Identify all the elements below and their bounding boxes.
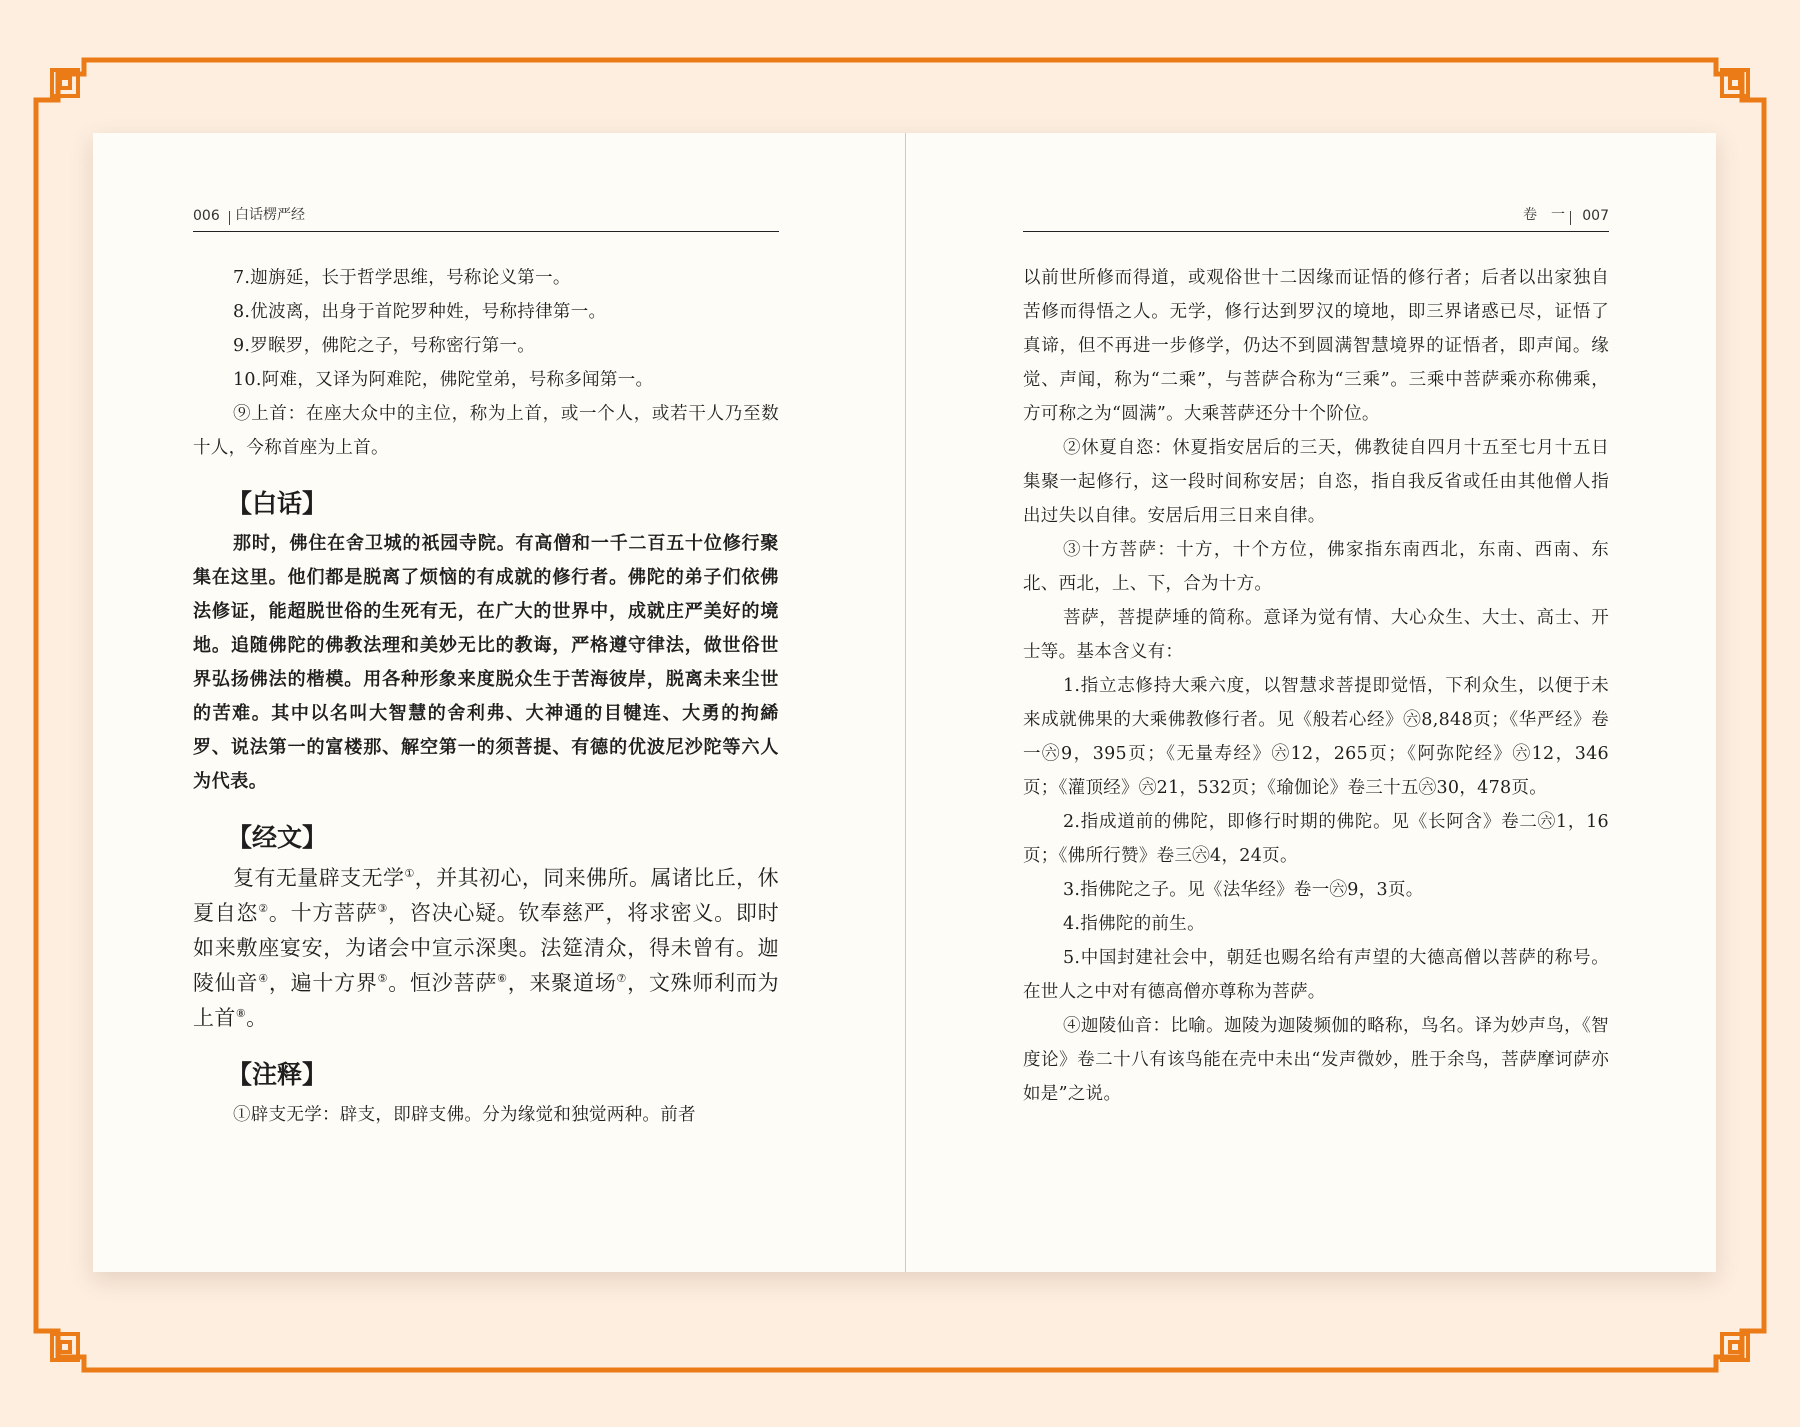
section-heading-notes: 【注释】 [227,1060,328,1089]
section-heading-sutra: 【经文】 [227,823,328,852]
right-page [1023,133,1609,1272]
note-paragraph: 2.指成道前的佛陀，即修行时期的佛陀。见《长阿含》卷二㊅1，16页；《佛所行赞》卷三㊅4，24页。 [1023,812,1609,866]
left-running-title: 白话楞严经 [235,207,305,223]
note-item: 9.罗睺罗，佛陀之子，号称密行第一。 [233,336,536,356]
vernacular-paragraph: 那时，佛住在舍卫城的祇园寺院。有高僧和一千二百五十位修行聚集在这里。他们都是脱离了烦恼的有成就的修行者。佛陀的弟子们依佛法修证，能超脱世俗的生死有无，在广大的世界中，成就庄严美好的境地。追随佛陀的佛教法理和美妙无比的教诲，严格遵守律法，做世俗世界弘扬佛法的楷模。用各种形象来度脱众生于苦海彼岸，脱离未来尘世的苦难。其中以名叫大智慧的舍利弗、大神通的目犍连、大勇的拘絺罗、说法第一的富楼那、解空第一的须菩提、有德的优波尼沙陀等六人为代表。 [193,533,779,792]
note-paragraph: ③十方菩萨：十方，十个方位，佛家指东南西北，东南、西南、东北、西北，上、下，合为十方。 [1023,540,1609,594]
note-paragraph: 1.指立志修持大乘六度，以智慧求菩提即觉悟，下利众生，以便于未来成就佛果的大乘佛教修行者。见《般若心经》㊅8,848页；《华严经》卷一㊅9，395页；《无量寿经》㊅12，265页；《阿弥陀经》㊅12，346页；《灌顶经》㊅21，532页；《瑜伽论》卷三十五㊅30，478页。 [1023,676,1609,798]
right-page-body [1023,261,1609,1111]
header-separator [229,211,230,225]
note-paragraph: 3.指佛陀之子。见《法华经》卷一㊅9，3页。 [1063,880,1424,900]
left-page-body [193,261,779,1132]
note-item: ①辟支无学：辟支，即辟支佛。分为缘觉和独觉两种。前者 [233,1105,696,1125]
note-item: 7.迦旃延，长于哲学思维，号称论义第一。 [233,268,571,288]
right-page-number: 007 [1582,208,1609,224]
note-paragraph: ④迦陵仙音：比喻。迦陵为迦陵频伽的略称，鸟名。译为妙声鸟，《智度论》卷二十八有该鸟能在壳中未出“发声微妙，胜于余鸟，菩萨摩诃萨亦如是”之说。 [1023,1016,1609,1104]
left-page-header [193,205,779,232]
right-page-header [1023,205,1609,232]
header-separator [1570,211,1571,225]
note-paragraph: 菩萨，菩提萨埵的简称。意译为觉有情、大心众生、大士、高士、开士等。基本含义有： [1023,608,1609,662]
left-page-number: 006 [193,208,220,224]
note-item: 8.优波离，出身于首陀罗种姓，号称持律第一。 [233,302,607,322]
sutra-paragraph: 复有无量辟支无学①，并其初心，同来佛所。属诸比丘，休夏自恣②。十方菩萨③，咨决心疑。钦奉慈严，将求密义。即时如来敷座宴安，为诸会中宣示深奥。法筵清众，得未曾有。迦陵仙音④，遍十方界⑤。恒沙菩萨⑥，来聚道场⑦，文殊师利而为上首⑧。 [193,866,780,1030]
section-heading-vernacular: 【白话】 [227,489,328,518]
left-page [193,133,779,1272]
note-paragraph: 4.指佛陀的前生。 [1063,914,1205,934]
note-item: 10.阿难，又译为阿难陀，佛陀堂弟，号称多闻第一。 [233,370,654,390]
note-paragraph: 以前世所修而得道，或观俗世十二因缘而证悟的修行者；后者以出家独自苦修而得悟之人。无学，修行达到罗汉的境地，即三界诸惑已尽，证悟了真谛，但不再进一步修学，仍达不到圆满智慧境界的证悟者，即声闻。缘觉、声闻，称为“二乘”，与菩萨合称为“三乘”。三乘中菩萨乘亦称佛乘，方可称之为“圆满”。大乘菩萨还分十个阶位。 [1023,268,1609,424]
note-item: ⑨上首：在座大众中的主位，称为上首，或一个人，或若干人乃至数十人，今称首座为上首。 [193,404,779,458]
book-spine [905,133,906,1272]
open-book [93,133,1716,1272]
right-running-title: 卷 一 [1523,207,1565,223]
note-paragraph: 5.中国封建社会中，朝廷也赐名给有声望的大德高僧以菩萨的称号。在世人之中对有德高僧亦尊称为菩萨。 [1023,948,1609,1002]
note-paragraph: ②休夏自恣：休夏指安居后的三天，佛教徒自四月十五至七月十五日集聚一起修行，这一段时间称安居；自恣，指自我反省或任由其他僧人指出过失以自律。安居后用三日来自律。 [1023,438,1609,526]
